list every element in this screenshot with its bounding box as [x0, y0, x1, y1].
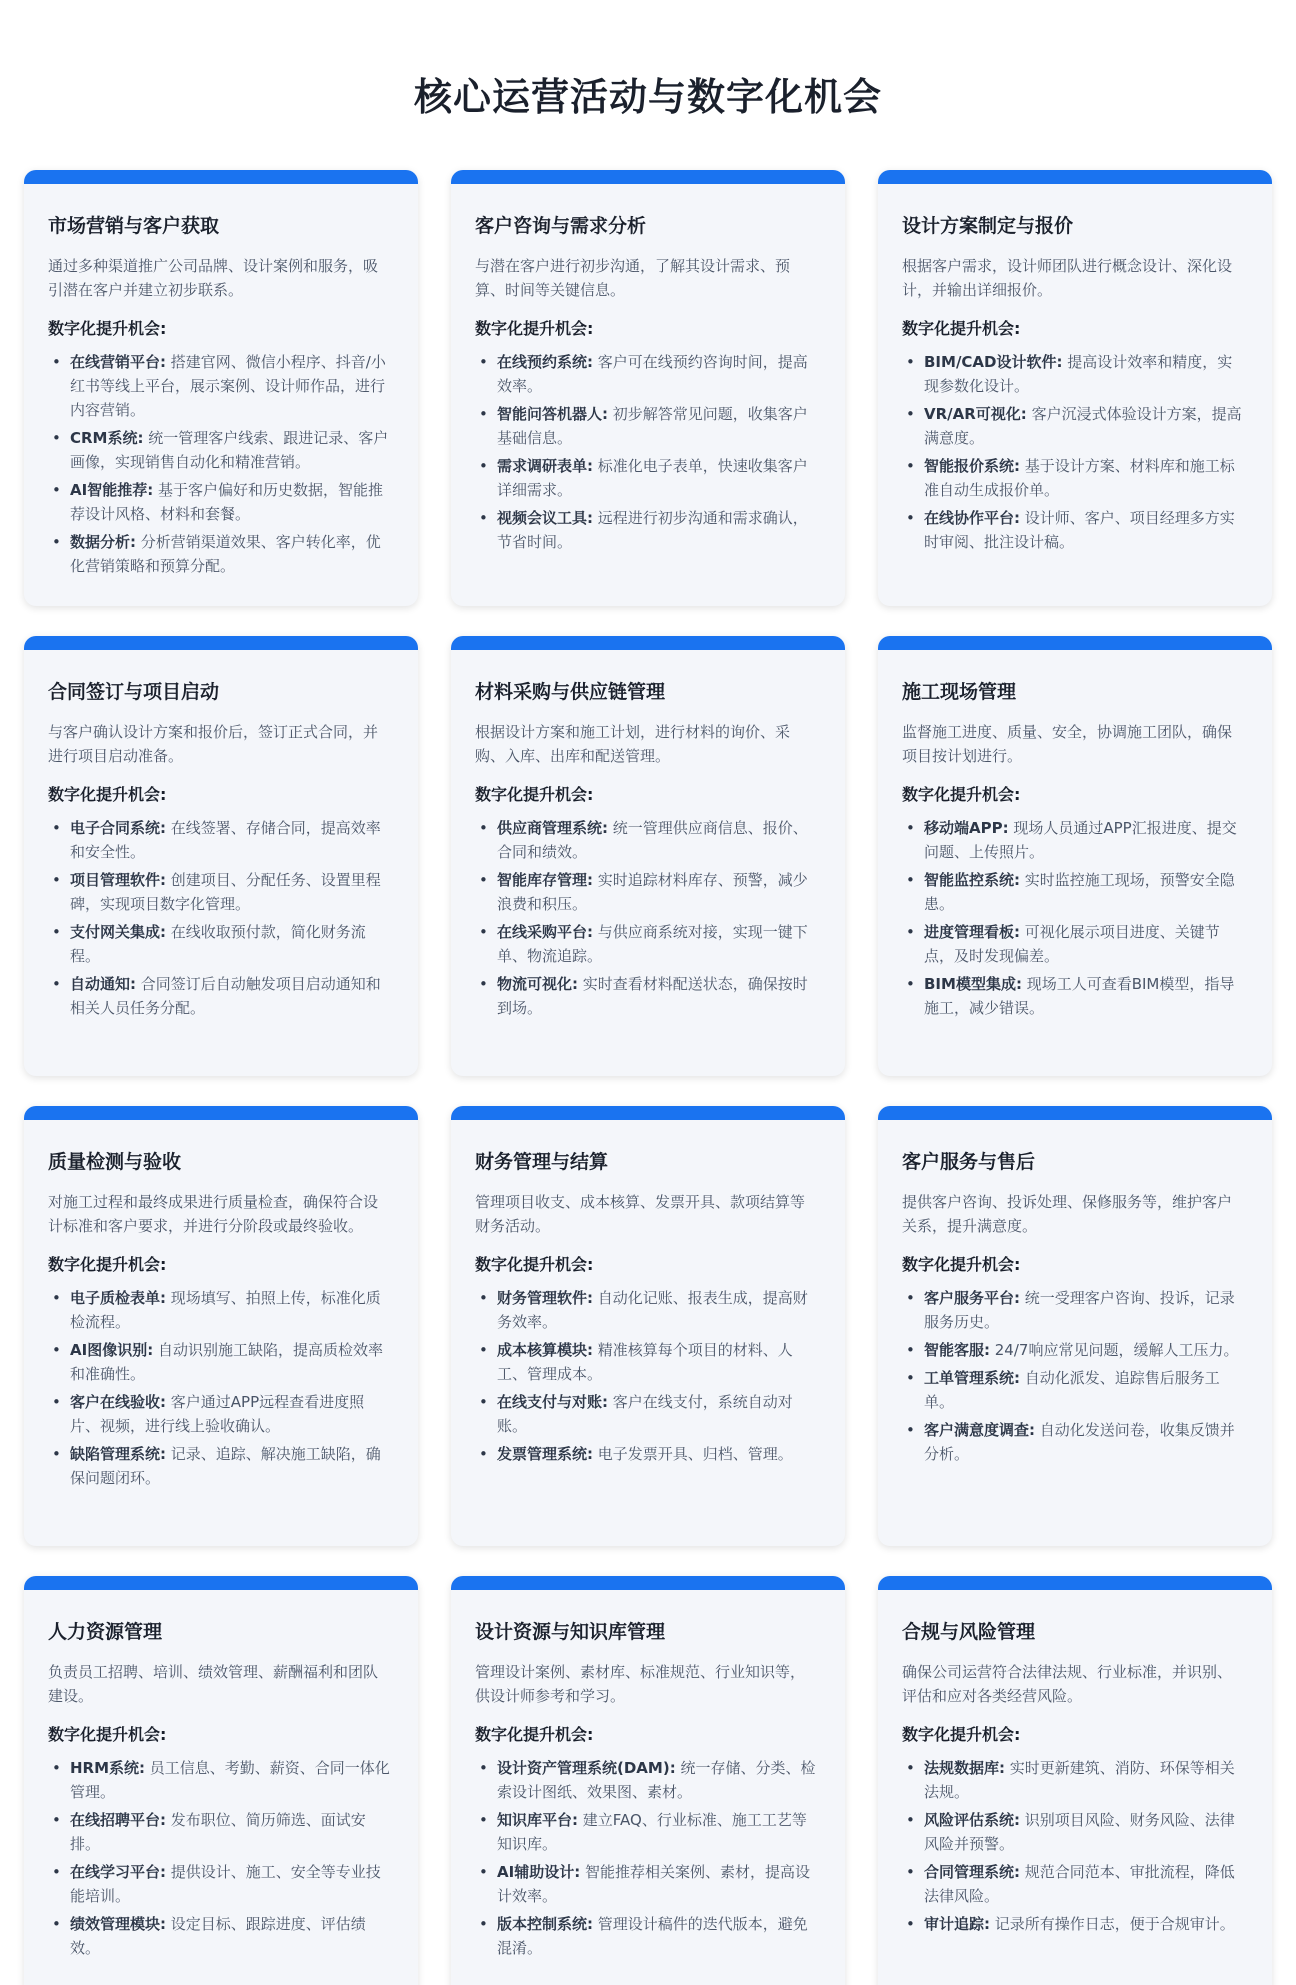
- opportunity-name: 智能客服:: [924, 1341, 990, 1359]
- activity-card: [878, 1106, 1272, 1546]
- opportunity-text: 基于客户偏好和历史数据，智能推荐设计风格、材料和套餐。: [70, 481, 383, 523]
- opportunity-text: 合同签订后自动触发项目启动通知和相关人员任务分配。: [70, 975, 381, 1017]
- opportunity-text: 记录、追踪、解决施工缺陷，确保问题闭环。: [70, 1445, 381, 1487]
- opportunity-text: 提供设计、施工、安全等专业技能培训。: [70, 1863, 381, 1905]
- activity-card: [451, 170, 845, 606]
- activity-card: [451, 1576, 845, 1985]
- opportunity-text: 24/7响应常见问题，缓解人工压力。: [990, 1341, 1239, 1359]
- card-description: 负责员工招聘、培训、绩效管理、薪酬福利和团队建设。: [48, 1663, 379, 1705]
- opportunity-name: 项目管理软件:: [70, 871, 166, 889]
- opportunity-name: 客户服务平台:: [924, 1289, 1020, 1307]
- opportunity-text: 现场填写、拍照上传，标准化质检流程。: [70, 1289, 381, 1331]
- opportunity-item: [475, 868, 819, 916]
- opportunity-name: 在线学习平台:: [70, 1863, 166, 1881]
- opportunity-name: VR/AR可视化:: [924, 405, 1027, 423]
- opportunity-name: 在线采购平台:: [497, 923, 593, 941]
- opportunity-name: 版本控制系统:: [497, 1915, 593, 1933]
- opportunity-name: 缺陷管理系统:: [70, 1445, 166, 1463]
- opportunity-list: [902, 1756, 1246, 1936]
- opportunity-text: 可视化展示项目进度、关键节点，及时发现偏差。: [924, 923, 1220, 965]
- card-description: 与潜在客户进行初步沟通，了解其设计需求、预算、时间等关键信息。: [475, 257, 791, 299]
- opportunity-item: [48, 920, 392, 968]
- opportunity-text: 自动化发送问卷，收集反馈并分析。: [924, 1421, 1235, 1463]
- opportunity-text: 设定目标、跟踪进度、评估绩效。: [70, 1915, 366, 1957]
- opportunity-text: 智能推荐相关案例、素材，提高设计效率。: [497, 1863, 810, 1905]
- opportunity-text: 员工信息、考勤、薪资、合同一体化管理。: [70, 1759, 390, 1801]
- opportunity-item: [48, 1912, 392, 1960]
- opportunity-name: 智能监控系统:: [924, 871, 1020, 889]
- opportunity-name: AI图像识别:: [70, 1341, 154, 1359]
- opportunity-text: 实时查看材料配送状态，确保按时到场。: [497, 975, 808, 1017]
- opportunity-item: [902, 350, 1246, 398]
- opportunity-item: [902, 1808, 1246, 1856]
- opportunity-list: [48, 1286, 392, 1490]
- card-description: 与客户确认设计方案和报价后，签订正式合同，并进行项目启动准备。: [48, 723, 379, 765]
- opportunity-text: 统一管理客户线索、跟进记录、客户画像，实现销售自动化和精准营销。: [70, 429, 389, 471]
- card-description: 对施工过程和最终成果进行质量检查，确保符合设计标准和客户要求，并进行分阶段或最终验收。: [48, 1193, 379, 1235]
- opportunity-item: [475, 920, 819, 968]
- opportunity-text: 客户沉浸式体验设计方案，提高满意度。: [924, 405, 1242, 447]
- opportunity-item: [902, 1418, 1246, 1466]
- activity-card: [24, 636, 418, 1076]
- opportunity-item: [48, 1338, 392, 1386]
- opportunity-item: [902, 1338, 1246, 1362]
- card-description: 提供客户咨询、投诉处理、保修服务等，维护客户关系，提升满意度。: [902, 1193, 1233, 1235]
- card-title: 客户服务与售后: [902, 1151, 1036, 1173]
- card-title: 财务管理与结算: [475, 1151, 609, 1173]
- opportunity-item: [475, 1390, 819, 1438]
- opportunity-item: [475, 1338, 819, 1386]
- opportunity-name: 自动通知:: [70, 975, 136, 993]
- opportunity-item: [48, 478, 392, 526]
- card-description: 根据设计方案和施工计划，进行材料的询价、采购、入库、出库和配送管理。: [475, 723, 791, 765]
- opportunity-name: 工单管理系统:: [924, 1369, 1020, 1387]
- opportunity-list: [902, 816, 1246, 1020]
- activity-card: [878, 1576, 1272, 1985]
- card-title: 施工现场管理: [902, 681, 1017, 703]
- opportunity-name: 在线支付与对账:: [497, 1393, 608, 1411]
- digital-opportunity-heading: 数字化提升机会:: [48, 1255, 167, 1274]
- opportunity-name: 视频会议工具:: [497, 509, 593, 527]
- digital-opportunity-heading: 数字化提升机会:: [475, 319, 594, 338]
- opportunity-text: 客户可在线预约咨询时间，提高效率。: [497, 353, 808, 395]
- digital-opportunity-heading: 数字化提升机会:: [475, 1255, 594, 1274]
- opportunity-name: 需求调研表单:: [497, 457, 593, 475]
- opportunity-text: 搭建官网、微信小程序、抖音/小红书等线上平台，展示案例、设计师作品，进行内容营销。: [70, 353, 386, 419]
- opportunity-text: 管理设计稿件的迭代版本，避免混淆。: [497, 1915, 808, 1957]
- opportunity-name: 在线招聘平台:: [70, 1811, 166, 1829]
- activity-card: [451, 636, 845, 1076]
- activity-card: [24, 1576, 418, 1985]
- activity-card: [24, 170, 418, 606]
- opportunity-name: 移动端APP:: [924, 819, 1009, 837]
- digital-opportunity-heading: 数字化提升机会:: [475, 1725, 594, 1744]
- opportunity-name: HRM系统:: [70, 1759, 146, 1777]
- opportunity-text: 初步解答常见问题，收集客户基础信息。: [497, 405, 808, 447]
- opportunity-list: [475, 1286, 819, 1466]
- opportunity-text: 现场工人可查看BIM模型，指导施工，减少错误。: [924, 975, 1235, 1017]
- opportunity-name: 在线协作平台:: [924, 509, 1020, 527]
- opportunity-list: [48, 1756, 392, 1960]
- opportunity-list: [48, 350, 392, 578]
- opportunity-name: 绩效管理模块:: [70, 1915, 166, 1933]
- opportunity-text: 规范合同范本、审批流程，降低法律风险。: [924, 1863, 1235, 1905]
- opportunity-text: 在线收取预付款，简化财务流程。: [70, 923, 366, 965]
- opportunity-item: [475, 350, 819, 398]
- opportunity-item: [48, 530, 392, 578]
- opportunity-item: [48, 816, 392, 864]
- opportunity-name: 客户在线验收:: [70, 1393, 166, 1411]
- card-title: 设计资源与知识库管理: [475, 1621, 666, 1643]
- opportunity-item: [48, 1808, 392, 1856]
- opportunity-text: 标准化电子表单，快速收集客户详细需求。: [497, 457, 808, 499]
- card-description: 根据客户需求，设计师团队进行概念设计、深化设计，并输出详细报价。: [902, 257, 1233, 299]
- opportunity-item: [475, 972, 819, 1020]
- opportunity-text: 统一管理供应商信息、报价、合同和绩效。: [497, 819, 808, 861]
- opportunity-name: 知识库平台:: [497, 1811, 578, 1829]
- opportunity-text: 设计师、客户、项目经理多方实时审阅、批注设计稿。: [924, 509, 1235, 551]
- opportunity-text: 自动化派发、追踪售后服务工单。: [924, 1369, 1220, 1411]
- digital-opportunity-heading: 数字化提升机会:: [902, 785, 1021, 804]
- opportunity-text: 发布职位、简历筛选、面试安排。: [70, 1811, 366, 1853]
- opportunity-list: [475, 1756, 819, 1960]
- opportunity-list: [475, 350, 819, 554]
- opportunity-item: [902, 454, 1246, 502]
- card-title: 设计方案制定与报价: [902, 215, 1074, 237]
- opportunity-list: [48, 816, 392, 1020]
- opportunity-name: 财务管理软件:: [497, 1289, 593, 1307]
- opportunity-text: 提高设计效率和精度，实现参数化设计。: [924, 353, 1233, 395]
- opportunity-text: 客户在线支付，系统自动对账。: [497, 1393, 793, 1435]
- opportunity-item: [475, 1756, 819, 1804]
- card-description: 管理设计案例、素材库、标准规范、行业知识等，供设计师参考和学习。: [475, 1663, 806, 1705]
- opportunity-item: [475, 816, 819, 864]
- opportunity-text: 创建项目、分配任务、设置里程碑，实现项目数字化管理。: [70, 871, 381, 913]
- opportunity-text: 与供应商系统对接，实现一键下单、物流追踪。: [497, 923, 808, 965]
- opportunity-item: [902, 1912, 1246, 1936]
- opportunity-name: 进度管理看板:: [924, 923, 1020, 941]
- digital-opportunity-heading: 数字化提升机会:: [48, 319, 167, 338]
- opportunity-item: [48, 426, 392, 474]
- digital-opportunity-heading: 数字化提升机会:: [902, 1725, 1021, 1744]
- digital-opportunity-heading: 数字化提升机会:: [48, 1725, 167, 1744]
- opportunity-name: 在线营销平台:: [70, 353, 166, 371]
- opportunity-item: [902, 920, 1246, 968]
- opportunity-name: 智能库存管理:: [497, 871, 593, 889]
- opportunity-list: [902, 350, 1246, 554]
- opportunity-item: [48, 868, 392, 916]
- opportunity-text: 建立FAQ、行业标准、施工工艺等知识库。: [497, 1811, 807, 1853]
- opportunity-name: 成本核算模块:: [497, 1341, 593, 1359]
- opportunity-text: 统一受理客户咨询、投诉，记录服务历史。: [924, 1289, 1235, 1331]
- opportunity-name: 发票管理系统:: [497, 1445, 593, 1463]
- opportunity-list: [475, 816, 819, 1020]
- card-title: 市场营销与客户获取: [48, 215, 220, 237]
- opportunity-text: 实时追踪材料库存、预警，减少浪费和积压。: [497, 871, 808, 913]
- card-title: 人力资源管理: [48, 1621, 163, 1643]
- card-title: 质量检测与验收: [48, 1151, 182, 1173]
- card-description: 确保公司运营符合法律法规、行业标准，并识别、评估和应对各类经营风险。: [902, 1663, 1233, 1705]
- opportunity-item: [48, 1390, 392, 1438]
- opportunity-name: CRM系统:: [70, 429, 144, 447]
- opportunity-text: 自动识别施工缺陷，提高质检效率和准确性。: [70, 1341, 383, 1383]
- opportunity-name: 智能问答机器人:: [497, 405, 608, 423]
- opportunity-item: [48, 1286, 392, 1334]
- opportunity-item: [902, 1366, 1246, 1414]
- opportunity-item: [475, 1912, 819, 1960]
- opportunity-text: 识别项目风险、财务风险、法律风险并预警。: [924, 1811, 1235, 1853]
- opportunity-name: BIM/CAD设计软件:: [924, 353, 1063, 371]
- activity-card: [878, 170, 1272, 606]
- opportunity-list: [902, 1286, 1246, 1466]
- opportunity-text: 精准核算每个项目的材料、人工、管理成本。: [497, 1341, 793, 1383]
- opportunity-item: [902, 506, 1246, 554]
- opportunity-name: 审计追踪:: [924, 1915, 990, 1933]
- activity-card: [24, 1106, 418, 1546]
- opportunity-name: 供应商管理系统:: [497, 819, 608, 837]
- card-title: 材料采购与供应链管理: [475, 681, 666, 703]
- card-description: 监督施工进度、质量、安全，协调施工团队，确保项目按计划进行。: [902, 723, 1233, 765]
- opportunity-item: [902, 1286, 1246, 1334]
- opportunity-item: [475, 1808, 819, 1856]
- opportunity-item: [902, 1860, 1246, 1908]
- opportunity-text: 客户通过APP远程查看进度照片、视频，进行线上验收确认。: [70, 1393, 365, 1435]
- opportunity-text: 在线签署、存储合同，提高效率和安全性。: [70, 819, 381, 861]
- opportunity-item: [475, 506, 819, 554]
- opportunity-name: 风险评估系统:: [924, 1811, 1020, 1829]
- opportunity-item: [48, 1860, 392, 1908]
- opportunity-name: 设计资产管理系统(DAM):: [497, 1759, 676, 1777]
- opportunity-text: 电子发票开具、归档、管理。: [593, 1445, 793, 1463]
- card-title: 客户咨询与需求分析: [475, 215, 647, 237]
- opportunity-name: 智能报价系统:: [924, 457, 1020, 475]
- activity-card: [451, 1106, 845, 1546]
- opportunity-item: [902, 1756, 1246, 1804]
- page-title: 核心运营活动与数字化机会: [413, 75, 882, 119]
- opportunity-text: 现场人员通过APP汇报进度、提交问题、上传照片。: [924, 819, 1237, 861]
- opportunity-item: [48, 350, 392, 422]
- opportunity-item: [48, 1442, 392, 1490]
- opportunity-name: 客户满意度调查:: [924, 1421, 1035, 1439]
- opportunity-name: 合同管理系统:: [924, 1863, 1020, 1881]
- opportunity-item: [48, 972, 392, 1020]
- card-description: 通过多种渠道推广公司品牌、设计案例和服务，吸引潜在客户并建立初步联系。: [48, 257, 379, 299]
- opportunity-name: 数据分析:: [70, 533, 136, 551]
- opportunity-name: 电子合同系统:: [70, 819, 166, 837]
- opportunity-name: BIM模型集成:: [924, 975, 1022, 993]
- opportunity-item: [475, 454, 819, 502]
- opportunity-text: 分析营销渠道效果、客户转化率，优化营销策略和预算分配。: [70, 533, 381, 575]
- opportunity-item: [475, 402, 819, 450]
- opportunity-item: [902, 816, 1246, 864]
- opportunity-item: [902, 402, 1246, 450]
- opportunity-item: [902, 972, 1246, 1020]
- digital-opportunity-heading: 数字化提升机会:: [902, 319, 1021, 338]
- opportunity-text: 远程进行初步沟通和需求确认，节省时间。: [497, 509, 808, 551]
- digital-opportunity-heading: 数字化提升机会:: [902, 1255, 1021, 1274]
- opportunity-item: [475, 1442, 819, 1466]
- opportunity-text: 统一存储、分类、检索设计图纸、效果图、素材。: [497, 1759, 816, 1801]
- opportunity-item: [475, 1286, 819, 1334]
- opportunity-name: 法规数据库:: [924, 1759, 1005, 1777]
- opportunity-text: 基于设计方案、材料库和施工标准自动生成报价单。: [924, 457, 1235, 499]
- opportunity-text: 实时更新建筑、消防、环保等相关法规。: [924, 1759, 1235, 1801]
- digital-opportunity-heading: 数字化提升机会:: [48, 785, 167, 804]
- card-grid: [24, 170, 1272, 1985]
- opportunity-name: 在线预约系统:: [497, 353, 593, 371]
- opportunity-item: [475, 1860, 819, 1908]
- opportunity-text: 实时监控施工现场，预警安全隐患。: [924, 871, 1235, 913]
- card-title: 合规与风险管理: [902, 1621, 1036, 1643]
- card-title: 合同签订与项目启动: [48, 681, 220, 703]
- opportunity-item: [48, 1756, 392, 1804]
- digital-opportunity-heading: 数字化提升机会:: [475, 785, 594, 804]
- opportunity-name: 电子质检表单:: [70, 1289, 166, 1307]
- card-description: 管理项目收支、成本核算、发票开具、款项结算等财务活动。: [475, 1193, 806, 1235]
- opportunity-name: AI辅助设计:: [497, 1863, 581, 1881]
- opportunity-name: AI智能推荐:: [70, 481, 154, 499]
- opportunity-text: 自动化记账、报表生成，提高财务效率。: [497, 1289, 808, 1331]
- opportunity-name: 支付网关集成:: [70, 923, 166, 941]
- opportunity-item: [902, 868, 1246, 916]
- activity-card: [878, 636, 1272, 1076]
- opportunity-text: 记录所有操作日志，便于合规审计。: [990, 1915, 1235, 1933]
- opportunity-name: 物流可视化:: [497, 975, 578, 993]
